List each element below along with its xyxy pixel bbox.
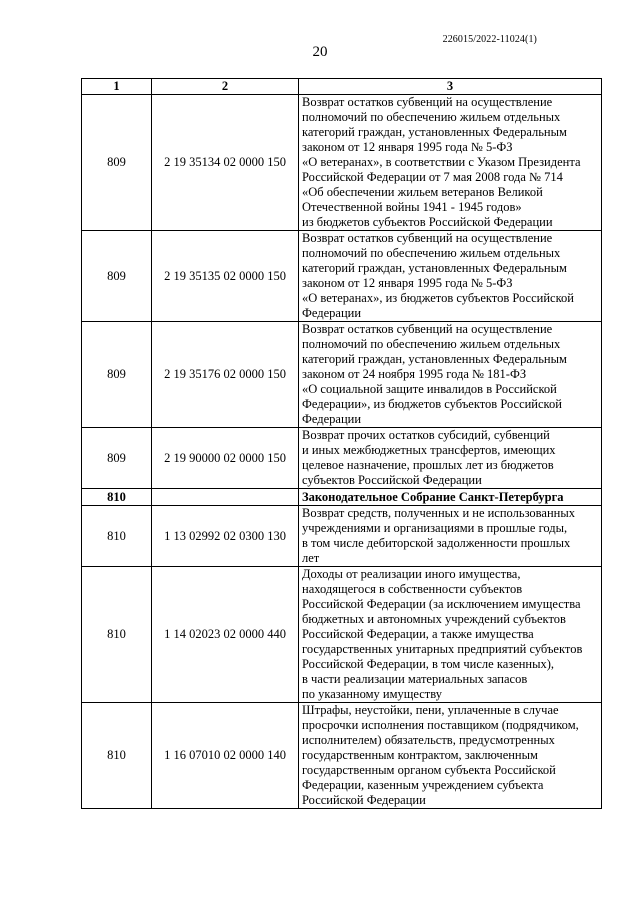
column-header-1: 1 <box>82 79 152 95</box>
description-line: Возврат остатков субвенций на осуществление <box>302 322 553 336</box>
description-cell <box>299 506 602 567</box>
description-line: полномочий по обеспечению жильем отдельных <box>302 337 561 351</box>
admin-code-cell: 810 <box>82 489 152 506</box>
description-line: Федерации, казенным учреждением субъекта <box>302 778 544 792</box>
description-line: бюджетных и автономных учреждений субъектов <box>302 612 566 626</box>
admin-code-cell: 810 <box>82 567 152 703</box>
budget-codes-table <box>81 78 602 809</box>
table-row <box>82 231 602 322</box>
description-line: целевое назначение, прошлых лет из бюджетов <box>302 458 554 472</box>
table-row <box>82 95 602 231</box>
description-line: находящегося в собственности субъектов <box>302 582 523 596</box>
table-row <box>82 428 602 489</box>
description-line: Возврат средств, полученных и не использованных <box>302 506 575 520</box>
description-line: категорий граждан, установленных Федеральным <box>302 125 567 139</box>
description-cell <box>299 322 602 428</box>
description-line: Российской Федерации от 7 мая 2008 года № 714 <box>302 170 563 184</box>
description-line: полномочий по обеспечению жильем отдельных <box>302 246 561 260</box>
description-line: просрочки исполнения поставщиком (подрядчиком, <box>302 718 579 732</box>
description-line: государственным контрактом, заключенным <box>302 748 538 762</box>
page-number: 20 <box>312 44 328 60</box>
description-line: Возврат остатков субвенций на осуществление <box>302 95 553 109</box>
description-line: Федерации <box>302 412 362 426</box>
table-header-row <box>82 79 602 95</box>
budget-classification-code-cell: 2 19 35134 02 0000 150 <box>152 95 299 231</box>
description-line: «О ветеранах», в соответствии с Указом Президента <box>302 155 581 169</box>
description-line: Возврат прочих остатков субсидий, субвенций <box>302 428 550 442</box>
admin-code-cell: 809 <box>82 95 152 231</box>
description-line: «О социальной защите инвалидов в Российской <box>302 382 557 396</box>
table-row <box>82 506 602 567</box>
description-line: субъектов Российской Федерации <box>302 473 482 487</box>
budget-classification-code-cell: 2 19 90000 02 0000 150 <box>152 428 299 489</box>
description-line: государственных унитарных предприятий субъектов <box>302 642 583 656</box>
document-id: 226015/2022-11024(1) <box>442 34 537 45</box>
description-line: категорий граждан, установленных Федеральным <box>302 261 567 275</box>
description-line: «Об обеспечении жильем ветеранов Великой <box>302 185 543 199</box>
budget-classification-code-cell: 1 14 02023 02 0000 440 <box>152 567 299 703</box>
column-header-3: 3 <box>299 79 602 95</box>
description-line: законом от 24 ноября 1995 года № 181-ФЗ <box>302 367 527 381</box>
description-line: Доходы от реализации иного имущества, <box>302 567 521 581</box>
description-cell <box>299 489 602 506</box>
description-line: Законодательное Собрание Санкт-Петербурга <box>302 489 564 504</box>
budget-classification-code-cell: 1 13 02992 02 0300 130 <box>152 506 299 567</box>
description-line: Федерации <box>302 306 362 320</box>
description-line: Российской Федерации (за исключением имущества <box>302 597 581 611</box>
description-line: Российской Федерации, а также имущества <box>302 627 534 641</box>
description-line: законом от 12 января 1995 года № 5-ФЗ <box>302 276 513 290</box>
admin-code-cell: 809 <box>82 428 152 489</box>
description-line: лет <box>302 551 320 565</box>
budget-classification-code-cell: 2 19 35135 02 0000 150 <box>152 231 299 322</box>
budget-classification-code-cell: 1 16 07010 02 0000 140 <box>152 703 299 809</box>
description-cell <box>299 703 602 809</box>
description-cell <box>299 95 602 231</box>
description-line: в части реализации материальных запасов <box>302 672 528 686</box>
description-line: государственным органом субъекта Российской <box>302 763 556 777</box>
description-line: полномочий по обеспечению жильем отдельных <box>302 110 561 124</box>
budget-classification-code-cell <box>152 489 299 506</box>
admin-code-cell: 809 <box>82 322 152 428</box>
description-line: в том числе дебиторской задолженности прошлых <box>302 536 571 550</box>
admin-code-cell: 810 <box>82 703 152 809</box>
budget-classification-code-cell: 2 19 35176 02 0000 150 <box>152 322 299 428</box>
table-row <box>82 703 602 809</box>
description-line: Возврат остатков субвенций на осуществление <box>302 231 553 245</box>
description-line: законом от 12 января 1995 года № 5-ФЗ <box>302 140 513 154</box>
description-cell <box>299 567 602 703</box>
admin-code-cell: 809 <box>82 231 152 322</box>
description-line: «О ветеранах», из бюджетов субъектов Российской <box>302 291 574 305</box>
description-line: по указанному имуществу <box>302 687 442 701</box>
description-cell <box>299 231 602 322</box>
description-line: Российской Федерации <box>302 793 426 807</box>
admin-code-cell: 810 <box>82 506 152 567</box>
table-row <box>82 322 602 428</box>
description-cell <box>299 428 602 489</box>
description-line: Штрафы, неустойки, пени, уплаченные в случае <box>302 703 559 717</box>
description-line: и иных межбюджетных трансфертов, имеющих <box>302 443 556 457</box>
section-header-row <box>82 489 602 506</box>
description-line: Федерации», из бюджетов субъектов Российской <box>302 397 562 411</box>
description-line: из бюджетов субъектов Российской Федерации <box>302 215 553 229</box>
description-line: категорий граждан, установленных Федеральным <box>302 352 567 366</box>
description-line: Отечественной войны 1941 - 1945 годов» <box>302 200 522 214</box>
description-line: исполнителем) обязательств, предусмотренных <box>302 733 555 747</box>
column-header-2: 2 <box>152 79 299 95</box>
description-line: учреждениями и организациями в прошлые годы, <box>302 521 568 535</box>
table-row <box>82 567 602 703</box>
description-line: Российской Федерации, в том числе казенных), <box>302 657 555 671</box>
